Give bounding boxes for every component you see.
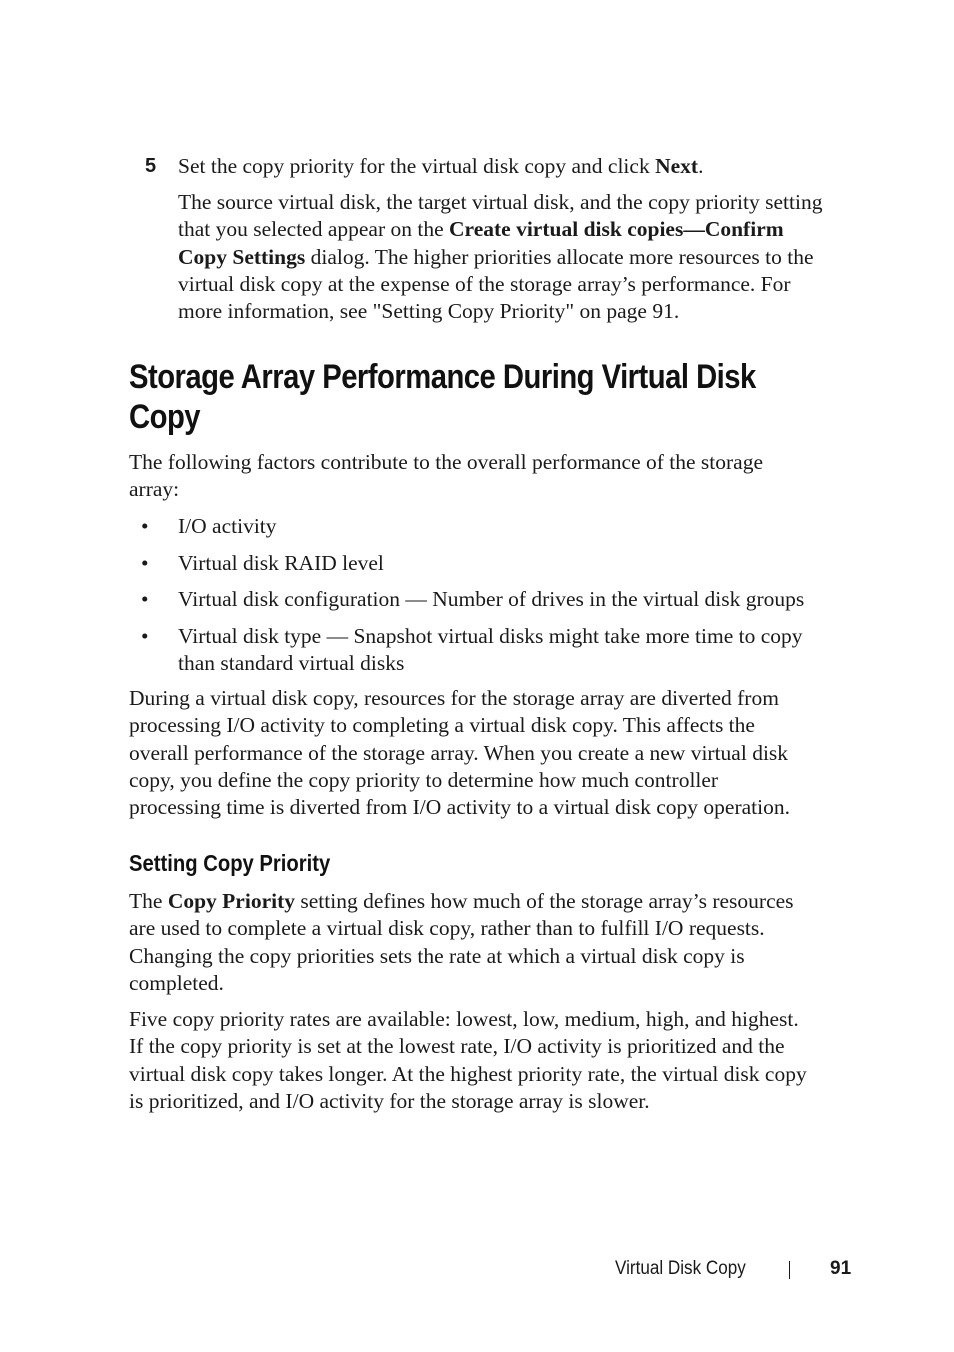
paragraph-line: array:	[129, 477, 180, 502]
step-desc-text: dialog. The higher priorities allocate more resources to the	[305, 244, 814, 269]
page-footer	[0, 1255, 954, 1283]
paragraph-line: completed.	[129, 970, 224, 995]
paragraph-text: setting defines how much of the storage array’s resources	[295, 889, 794, 913]
step-desc-line: virtual disk copy at the expense of the storage array’s performance. For	[178, 271, 791, 296]
subsection-heading: Setting Copy Priority	[129, 850, 331, 876]
section-heading-line: Storage Array Performance During Virtual Disk	[129, 358, 756, 396]
paragraph-line: copy, you define the copy priority to determine how much controller	[129, 767, 719, 792]
paragraph-line: If the copy priority is set at the lowest rate, I/O activity is prioritized and the	[129, 1034, 785, 1059]
during-copy-paragraph	[129, 685, 790, 821]
paragraph-line: processing I/O activity to completing a virtual disk copy. This affects the	[129, 713, 755, 738]
footer-divider	[789, 1261, 790, 1279]
intro-paragraph	[129, 449, 763, 504]
step-desc-text: that you selected appear on the	[178, 217, 450, 242]
list-item-text: Virtual disk RAID level	[178, 550, 384, 575]
paragraph-line: The following factors contribute to the overall performance of the storage	[129, 450, 764, 474]
list-item-text: I/O activity	[178, 514, 277, 538]
list-item-text: than standard virtual disks	[178, 651, 405, 676]
step-description	[178, 189, 868, 325]
bullet-icon: •	[141, 623, 149, 648]
list-item	[129, 623, 869, 678]
paragraph-line: overall performance of the storage array. When you create a new virtual disk	[129, 740, 789, 765]
step-number: 5	[145, 155, 157, 177]
paragraph-line: During a virtual disk copy, resources for the storage array are diverted from	[129, 686, 779, 710]
paragraph-line	[129, 888, 794, 915]
setting-name-bold: Copy Priority	[167, 889, 295, 913]
paragraph-line: Five copy priority rates are available: lowest, low, medium, high, and highest.	[129, 1007, 799, 1031]
list-item-text: Virtual disk type — Snapshot virtual disks might take more time to copy	[178, 623, 803, 648]
step-instruction-end: .	[698, 154, 704, 178]
step-desc-line	[178, 244, 868, 271]
section-heading-line: Copy	[129, 398, 201, 436]
paragraph-line: Changing the copy priorities sets the rate at which a virtual disk copy is	[129, 943, 745, 968]
page-number: 91	[830, 1258, 852, 1279]
list-item	[129, 513, 869, 540]
list-item	[129, 550, 869, 577]
paragraph-line: processing time is diverted from I/O activity to a virtual disk copy operation.	[129, 795, 790, 820]
step-instruction-text: Set the copy priority for the virtual disk copy and click	[178, 154, 656, 178]
step-instruction	[178, 153, 703, 180]
paragraph-line: is prioritized, and I/O activity for the storage array is slower.	[129, 1088, 650, 1113]
next-keyword: Next	[655, 154, 699, 178]
paragraph-text: The	[129, 889, 168, 913]
step-desc-line: more information, see "Setting Copy Priority" on page 91.	[178, 299, 680, 324]
bullet-icon: •	[141, 514, 149, 538]
dialog-name-bold: Copy Settings	[178, 244, 306, 269]
list-item	[129, 586, 869, 613]
step-desc-line: The source virtual disk, the target virtual disk, and the copy priority setting	[178, 190, 823, 214]
dialog-name-bold: Create virtual disk copies—Confirm	[449, 217, 784, 242]
bullet-icon: •	[141, 587, 149, 612]
list-item-text: Virtual disk configuration — Number of drives in the virtual disk groups	[178, 587, 805, 612]
priority-rates-paragraph	[129, 1006, 807, 1115]
section-heading	[129, 357, 756, 437]
footer-section-title: Virtual Disk Copy	[615, 1258, 746, 1279]
paragraph-line: are used to complete a virtual disk copy, rather than to fulfill I/O requests.	[129, 916, 765, 941]
copy-priority-paragraph	[129, 888, 794, 997]
factor-list	[129, 513, 869, 687]
bullet-icon: •	[141, 550, 149, 575]
step-desc-line	[178, 216, 868, 243]
paragraph-line: virtual disk copy takes longer. At the highest priority rate, the virtual disk copy	[129, 1061, 807, 1086]
